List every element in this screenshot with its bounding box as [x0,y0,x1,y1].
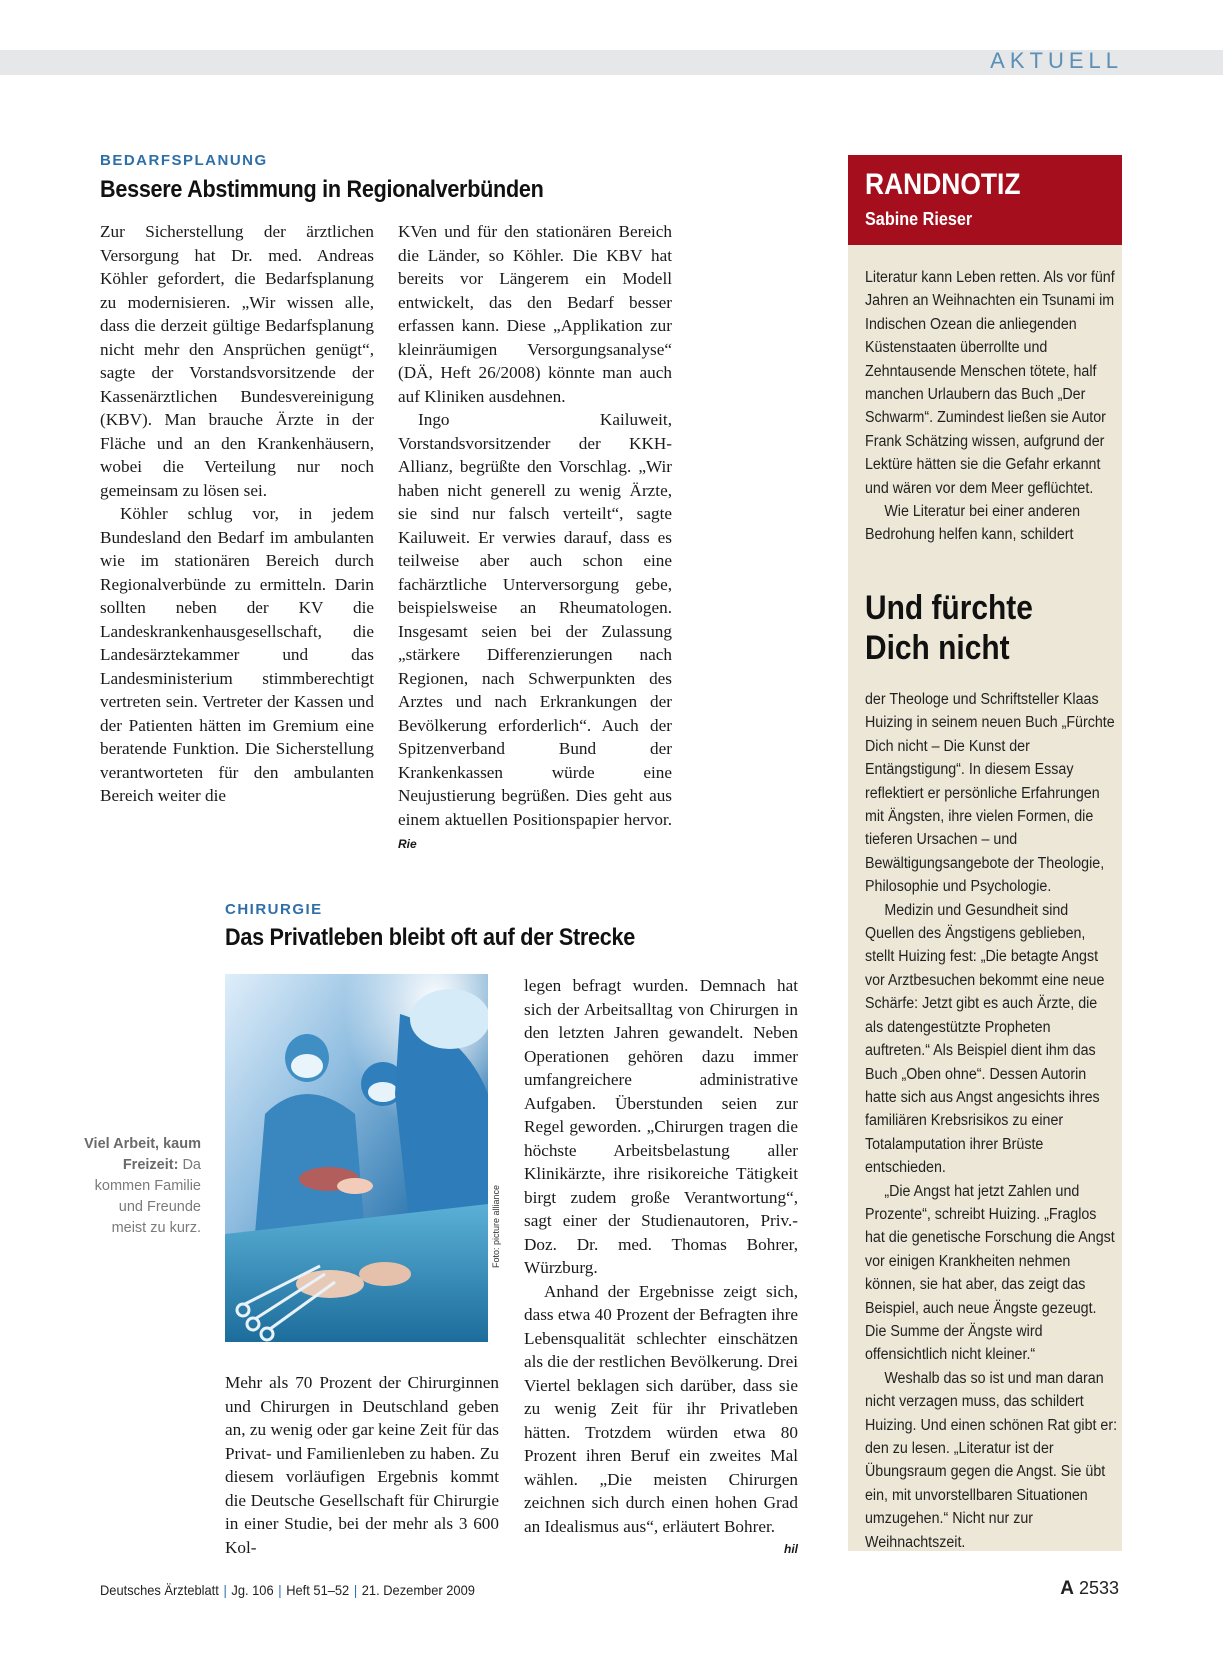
section-label: AKTUELL [990,48,1123,73]
sidebar-paragraph: Wie Literatur bei einer anderen Bedrohung helfen kann, schildert [865,503,1081,544]
article1-paragraph-last [398,408,672,857]
article1-paragraph: Zur Sicherstellung der ärztlichen Versorgung hat Dr. med. Andreas Köhler gefordert, die Bedarfsplanung zu modernisieren. „Wir wissen alle, dass die derzeit gültige Bedarfsplanung nicht mehr den Ansprüchen genügt“, sagte der Vorstandsvorsitzende der Kassenärztlichen Bundesvereinigung (KBV). Man brauche Ärzte in der Fläche und an den Krankenhäusern, wobei die Verteilung nur noch gemeinsam zu lösen sei. [100,222,374,500]
sidebar-headline-line: Dich nicht [865,629,1010,667]
article1-paragraph: Ingo Kailuweit, Vorstandsvorsitzender der KKH-Allianz, begrüßte den Vorschlag. „Wir haben nicht generell zu wenig Ärzte, sie sind nur falsch verteilt“, sagte Kailuweit. Er verwies darauf, dass es teilweise aber auch schon eine fachärztliche Unterversorgung gebe, beispielsweise an Rheumatologen. Insgesamt seien bei der Zulassung „stärkere Differenzierungen nach Regionen, nach Schwerpunkten des Arztes und nach Erkrankungen der Bevölkerung erforderlich“. Auch der Spitzenverband Bund der Krankenkassen würde eine Neujustierung begrüßen. Dies geht aus einem aktuellen Positionspapier hervor. [398,410,672,829]
article2-paragraph-last [524,1280,798,1556]
article2-paragraph: Anhand der Ergebnisse zeigt sich, dass etwa 40 Prozent der Befragten ihre Lebensqualität schlechter einschätzen als die der restlichen Bevölkerung. Drei Viertel beklagen sich darüber, dass sie zu wenig Zeit für ihr Privatleben hätten. Trotzdem würden etwa 80 Prozent ihren Beruf ein zweites Mal wählen. „Die meisten Chirurgen zeichnen sich durch einen hohen Grad an Idealismus aus“, erläutert Bohrer. [524,1281,798,1536]
sidebar-paragraph: der Theologe und Schriftsteller Klaas Huizing in seinem neuen Buch „Fürchte Dich nicht – Die Kunst der Entängstigung“. In diesem Essay reflektiert er persönliche Erfahrungen mit Ängsten, ihre vielen Formen, die tieferen Ursachen – und Bewältigungsangebote der Theologie, Philosophie und Psychologie. [865,691,1115,896]
article1-paragraph: Köhler schlug vor, in jedem Bundesland den Bedarf im ambulanten wie im stationären Bereich durch Regionalverbünde zu ermitteln. Darin sollten neben der KV die Landeskrankenhausgesellschaft, die Landesärztekammer und das Landesministerium stimmberechtigt vertreten sein. Vertreter der Kassen und der Patienten hätten im Gremium eine beratende Funktion. Die Sicherstellung verantworteten für den ambulanten Bereich weiter die [100,504,374,805]
footer-volume: Jg. 106 [231,1582,274,1598]
sidebar-intro [865,266,1117,547]
footer-issue: Heft 51–52 [286,1582,350,1598]
photo-caption [81,1134,201,1239]
footer-separator: | [278,1582,282,1598]
article1-column-1 [100,220,374,808]
article2-column-1 [225,1371,499,1559]
sidebar-headline-line: Und fürchte [865,589,1033,627]
article1-column-2 [398,220,672,857]
footer-separator: | [223,1582,227,1598]
sidebar-paragraph: Medizin und Gesundheit sind Quellen des Ängstigens geblieben, stellt Huizing fest: „Die betagte Angst vor Arztbesuchen bekommt eine neue Schärfe: Jetzt gibt es auch Ärzte, die als datengestützte Propheten auftreten.“ Als Beispiel dient ihm das Buch „Oben ohne“. Dessen Autorin hatte sich aus Angst angesichts ihres familiären Krebsrisikos zu einer Totalamputation ihrer Brüste entschieden. [865,901,1105,1177]
article1-kicker: BEDARFSPLANUNG [100,152,268,169]
caption-bold: Viel Arbeit, kaum Freizeit: [84,1136,201,1173]
sidebar-headline [865,588,1033,668]
sidebar-paragraph: Weshalb das so ist und man daran nicht verzagen muss, das schildert Huizing. Und einen schönen Rat gibt er: den zu lesen. „Literatur ist der Übungsraum gegen die Angst. Sie übt ein, mit unvorstellbaren Situationen umzugehen.“ Nicht nur zur Weihnachtszeit. [865,1369,1118,1551]
article1-signature: Rie [398,837,417,851]
footer-date: 21. Dezember 2009 [361,1582,475,1598]
article2-paragraph: legen befragt wurden. Demnach hat sich der Arbeitsalltag von Chirurgen in den letzten Jahren gewandelt. Neben Operationen gehören dazu immer umfangreichere administrative Aufgaben. Überstunden seien zur Regel geworden. „Chirurgen tragen die höchste Arbeitsbelastung aller Klinikärzte, ihre risikoreiche Tätigkeit birgt zudem große Verantwortung“, sagt einer der Studienautoren, Priv.-Doz. Dr. med. Thomas Bohrer, Würzburg. [524,976,798,1277]
article2-paragraph: Mehr als 70 Prozent der Chirurginnen und Chirurgen in Deutschland geben an, zu wenig oder gar keine Zeit für das Privat- und Familienleben zu haben. Zu diesem vorläufigen Ergebnis kommt die Deutsche Gesellschaft für Chirurgie in einer Studie, bei der mehr als 3 600 Kol- [225,1373,499,1557]
footer-journal: Deutsches Ärzteblatt [100,1582,219,1598]
sidebar-body [865,688,1117,1554]
footer-separator: | [353,1582,358,1598]
article1-paragraph: KVen und für den stationären Bereich die Länder, so Köhler. Die KBV hat bereits vor Längerem ein Modell entwickelt, das den Bedarf besser erfassen kann. Diese „Applikation zur kleinräumigen Versorgungsanalyse“ (DÄ, Heft 26/2008) könnte man auch auf Kliniken ausdehnen. [398,222,672,406]
page-prefix: A [1060,1578,1074,1599]
sidebar-paragraph: „Die Angst hat jetzt Zahlen und Prozente“, schreibt Huizing. „Fraglos hat die genetische Forschung die Angst vor einigen Krankheiten nehmen können, sie hat aber, das zeigt das Beispiel, auch neue Ängste gezeugt. Die Summe der Ängste wird offensichtlich nicht kleiner.“ [865,1182,1115,1364]
page-footer [100,1582,475,1598]
page-number [1060,1578,1119,1600]
photo-credit: Foto: picture alliance [491,1184,501,1268]
article2-column-2 [524,974,798,1562]
caption-text: Da kommen Familie und Freunde meist zu kurz. [94,1157,201,1236]
article2-headline: Das Privatleben bleibt oft auf der Strecke [225,924,635,951]
sidebar-author: Sabine Rieser [865,209,973,229]
article1-headline: Bessere Abstimmung in Regionalverbünden [100,176,544,203]
article2-signature: hil [784,1542,798,1556]
sidebar-title: RANDNOTIZ [865,168,1021,201]
sidebar-paragraph: Literatur kann Leben retten. Als vor fünf Jahren an Weihnachten ein Tsunami im Indischen Ozean die anliegenden Küstenstaaten überrollte und Zehntausende Menschen tötete, half manchen Urlaubern das Buch „Der Schwarm“. Zumindest ließen sie Autor Frank Schätzing wissen, aufgrund der Lektüre hätten sie die Gefahr erkannt und wären vor dem Meer geflüchtet. [865,269,1115,497]
article2-kicker: CHIRURGIE [225,901,323,918]
page-number-value: 2533 [1078,1578,1119,1598]
surgery-photo [225,974,488,1342]
